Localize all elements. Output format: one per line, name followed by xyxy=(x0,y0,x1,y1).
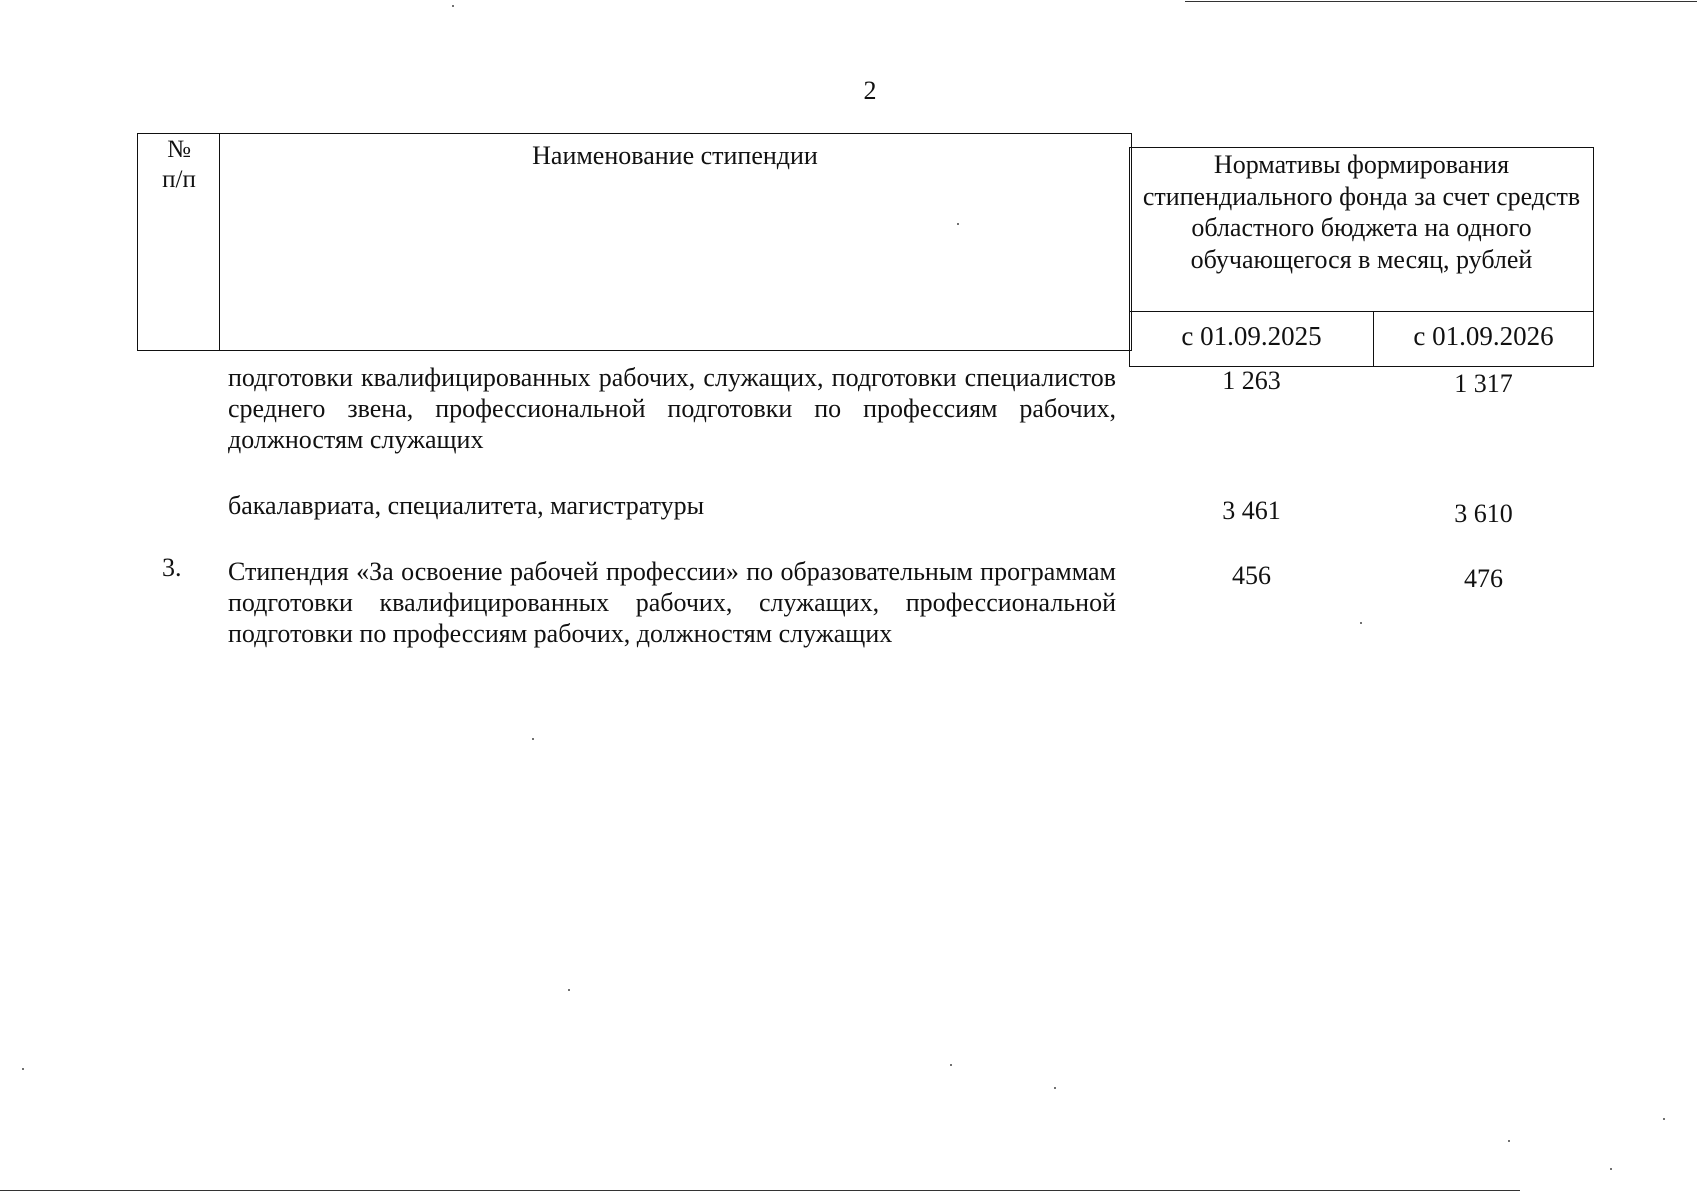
scan-speck xyxy=(568,989,570,991)
table-row-value-2025: 1 263 xyxy=(1222,366,1281,395)
scan-speck xyxy=(452,5,454,7)
page-number: 2 xyxy=(863,76,877,105)
header-norm-label: Нормативы формирования стипендиального фонда за счет средств областного бюджета на одного обучающегося в месяц, рублей xyxy=(1142,150,1581,274)
table-row-text: подготовки квалифицированных рабочих, служащих, подготовки специалистов среднего звена, профессиональной подготовки по профессиям рабочих, должностям служащих xyxy=(228,363,1116,454)
table-row-text: Стипендия «За освоение рабочей профессии» по образовательным программам подготовки квалифицированных рабочих, служащих, профессиональной подготовки по профессиям рабочих, должностям служащих xyxy=(228,557,1116,648)
table-row-value-2025: 456 xyxy=(1232,561,1271,590)
scan-speck xyxy=(1663,1118,1665,1120)
table-row-number: 3. xyxy=(162,553,182,582)
header-date-separator xyxy=(1129,311,1593,312)
table-row-value-2026: 1 317 xyxy=(1454,369,1513,398)
scan-speck xyxy=(957,223,959,225)
scan-speck xyxy=(532,738,534,740)
scan-edge-line-bottom xyxy=(0,1190,1520,1191)
scan-speck xyxy=(22,1068,24,1070)
scan-edge-line-top xyxy=(1185,1,1697,2)
scan-speck xyxy=(950,1064,952,1066)
scan-speck xyxy=(1054,1087,1056,1089)
header-date-2025: с 01.09.2025 xyxy=(1181,321,1322,351)
scan-speck xyxy=(1360,622,1362,624)
table-row-value-2026: 3 610 xyxy=(1454,499,1513,528)
scan-speck xyxy=(1610,1168,1612,1170)
table-row-value-2025: 3 461 xyxy=(1222,496,1281,525)
header-number-label xyxy=(138,135,220,195)
scan-speck xyxy=(1508,1140,1510,1142)
header-number-text: № п/п xyxy=(162,136,196,193)
header-name-label: Наименование стипендии xyxy=(532,141,818,170)
table-row-text: бакалавриата, специалитета, магистратуры xyxy=(228,491,705,520)
header-date-2026: с 01.09.2026 xyxy=(1413,321,1554,351)
table-row-value-2026: 476 xyxy=(1464,564,1503,593)
